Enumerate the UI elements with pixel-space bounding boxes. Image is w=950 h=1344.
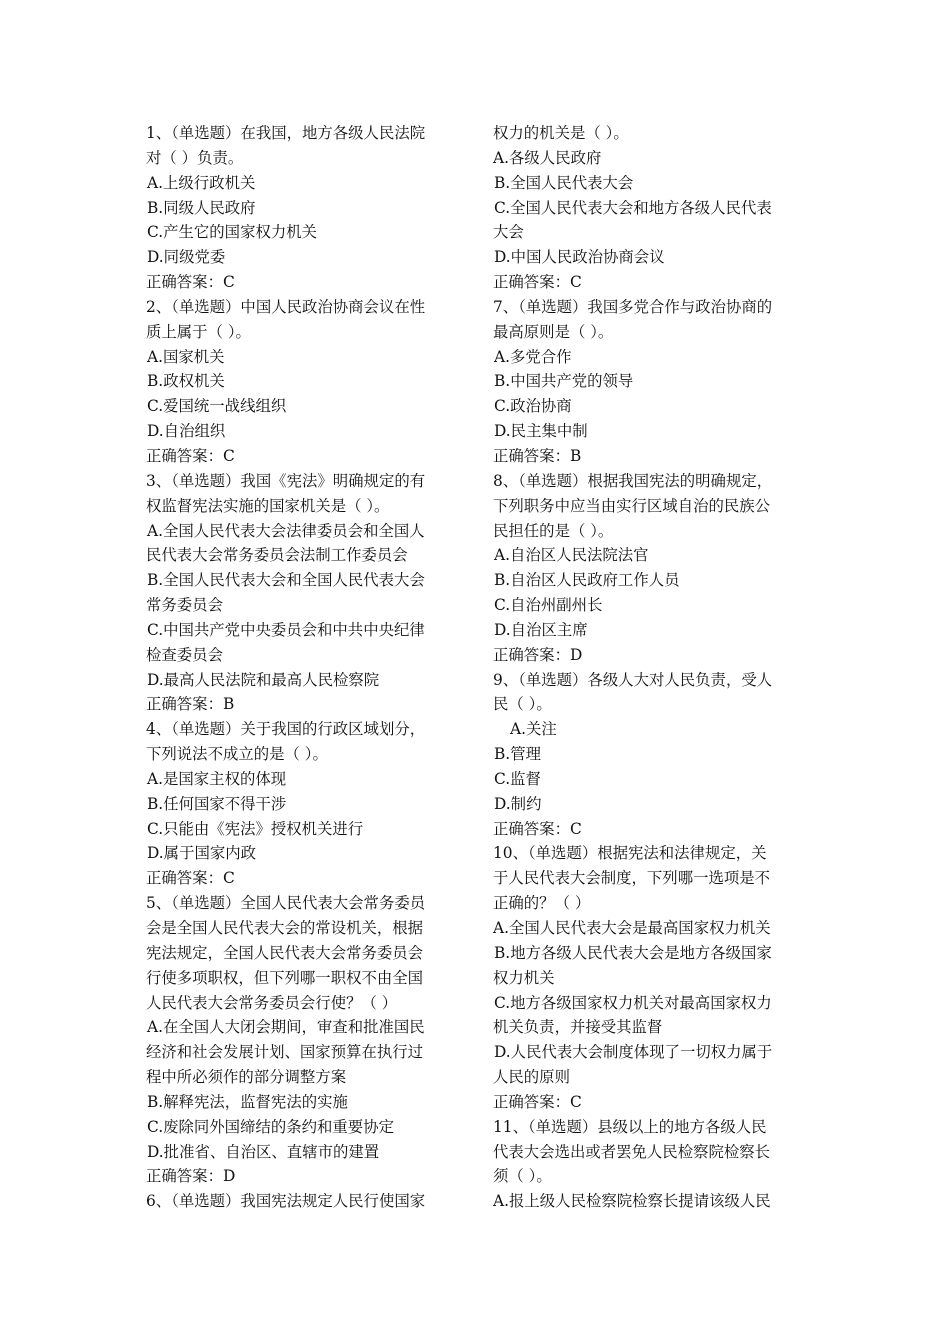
option-line: D.制约 [494,794,542,813]
question-text-line: 10、（单选题）根据宪法和法律规定，关 [493,844,767,863]
option-line: A.自治区人民法院法官 [494,546,649,565]
question-text-line: 代表大会选出或者罢免人民检察院检察长 [493,1142,771,1161]
option-line: C.爱国统一战线组织 [147,397,287,416]
option-line: B.全国人民代表大会和全国人民代表大会 [147,571,425,590]
answer-line: 正确答案：B [493,446,582,465]
option-line: B.政权机关 [147,372,225,391]
option-line: A.多党合作 [494,347,572,366]
question-text-line: 宪法规定，全国人民代表大会常务委员会 [146,943,424,962]
question-text-line: 8、（单选题）根据我国宪法的明确规定， [493,471,773,490]
option-line: B.地方各级人民代表大会是地方各级国家 [494,943,772,962]
answer-line: 正确答案：C [493,273,582,292]
option-line: B.同级人民政府 [147,198,256,217]
answer-line: 正确答案：D [493,645,583,664]
question-text-line: 人民代表大会常务委员会行使？（ ） [146,993,398,1012]
question-text-line: 民代表大会常务委员会法制工作委员会 [146,546,408,565]
left-column [146,121,464,1214]
option-line: C.全国人民代表大会和地方各级人民代表 [494,198,772,217]
option-line: D.人民代表大会制度体现了一切权力属于 [494,1043,773,1062]
question-text-line: 人民的原则 [493,1068,570,1087]
option-line: D.批准省、自治区、直辖市的建置 [147,1142,380,1161]
option-line: D.属于国家内政 [147,844,257,863]
answer-line: 正确答案：B [146,695,235,714]
question-text-line: 行使多项职权，但下列哪一职权不由全国 [146,968,424,987]
option-line: C.政治协商 [494,397,572,416]
option-line: C.产生它的国家权力机关 [147,223,318,242]
option-line: B.管理 [494,745,541,764]
question-text-line: 7、（单选题）我国多党合作与政治协商的 [493,297,773,316]
answer-line: 正确答案：C [146,446,235,465]
right-column [493,121,811,1214]
question-text-line: 2、（单选题）中国人民政治协商会议在性 [146,297,426,316]
question-text-line: 会是全国人民代表大会的常设机关，根据 [146,919,424,937]
option-line: A.在全国人大闭会期间，审查和批准国民 [147,1018,425,1037]
question-text-line: 对（ ）负责。 [146,148,244,167]
question-text-line: 权力的机关是（ ）。 [493,124,629,142]
question-text-line: 民担任的是（ ）。 [493,521,614,540]
question-text-line: 下列职务中应当由实行区域自治的民族公 [493,496,771,515]
option-line: C.只能由《宪法》授权机关进行 [147,819,364,838]
option-line: D.同级党委 [147,248,226,267]
option-line: D.中国人民政治协商会议 [494,248,665,267]
answer-line: 正确答案：C [493,1092,582,1111]
option-line: A.关注 [510,720,557,739]
question-text-line: 正确的？（ ） [493,894,591,913]
option-line: B.解释宪法，监督宪法的实施 [147,1092,348,1111]
question-text-line: 检查委员会 [146,645,223,664]
question-text-line: 大会 [493,223,524,242]
question-text-line: 6、（单选题）我国宪法规定人民行使国家 [146,1192,426,1211]
option-line: C.自治州副州长 [494,596,603,615]
option-line: A.是国家主权的体现 [147,769,287,788]
option-line: B.自治区人民政府工作人员 [494,571,680,590]
option-line: C.监督 [494,769,541,788]
answer-line: 正确答案：D [146,1167,236,1186]
option-line: A.上级行政机关 [147,173,256,192]
answer-line: 正确答案：C [146,869,235,888]
question-text-line: A.全国人民代表大会是最高国家权力机关 [493,919,771,937]
question-text-line: 质上属于（ ）。 [146,322,251,341]
option-line: D.自治区主席 [494,620,588,639]
question-text-line: 9、（单选题）各级人大对人民负责，受人 [493,670,773,689]
option-line: D.民主集中制 [494,422,588,441]
option-line: D.最高人民法院和最高人民检察院 [147,670,380,689]
question-text-line: 3、（单选题）我国《宪法》明确规定的有 [146,471,426,490]
question-text-line: A.报上级人民检察院检察长提请该级人民 [493,1192,771,1211]
option-line: B.全国人民代表大会 [494,173,634,192]
answer-line: 正确答案：C [146,273,235,292]
option-line: B.任何国家不得干涉 [147,794,287,813]
question-text-line: 民（ ）。 [493,695,552,714]
question-text-line: A.各级人民政府 [493,148,602,167]
option-line: C.中国共产党中央委员会和中共中央纪律 [147,620,425,639]
question-text-line: 1、（单选题）在我国，地方各级人民法院 [146,124,426,142]
option-line: B.中国共产党的领导 [494,372,634,391]
question-text-line: 于人民代表大会制度，下列哪一选项是不 [493,869,771,888]
question-text-line: 最高原则是（ ）。 [493,322,614,341]
question-text-line: 11、（单选题）县级以上的地方各级人民 [493,1117,767,1136]
question-text-line: 程中所必须作的部分调整方案 [146,1068,347,1087]
question-text-line: 须（ ）。 [493,1167,552,1186]
question-text-line: 权力机关 [493,968,555,987]
option-line: C.地方各级国家权力机关对最高国家权力 [494,993,772,1012]
option-line: D.自治组织 [147,422,226,441]
option-line: A.国家机关 [147,347,225,366]
question-text-line: 5、（单选题）全国人民代表大会常务委员 [146,894,426,913]
question-text-line: 下列说法不成立的是（ ）。 [146,745,328,764]
question-text-line: 经济和社会发展计划、国家预算在执行过 [146,1043,424,1062]
option-line: C.废除同外国缔结的条约和重要协定 [147,1117,394,1136]
question-text-line: 4、（单选题）关于我国的行政区域划分， [146,720,426,739]
option-line: A.全国人民代表大会法律委员会和全国人 [147,521,425,540]
answer-line: 正确答案：C [493,819,582,838]
question-text-line: 常务委员会 [146,596,223,615]
question-text-line: 权监督宪法实施的国家机关是（ ）。 [146,496,390,515]
question-text-line: 机关负责，并接受其监督 [493,1018,663,1037]
